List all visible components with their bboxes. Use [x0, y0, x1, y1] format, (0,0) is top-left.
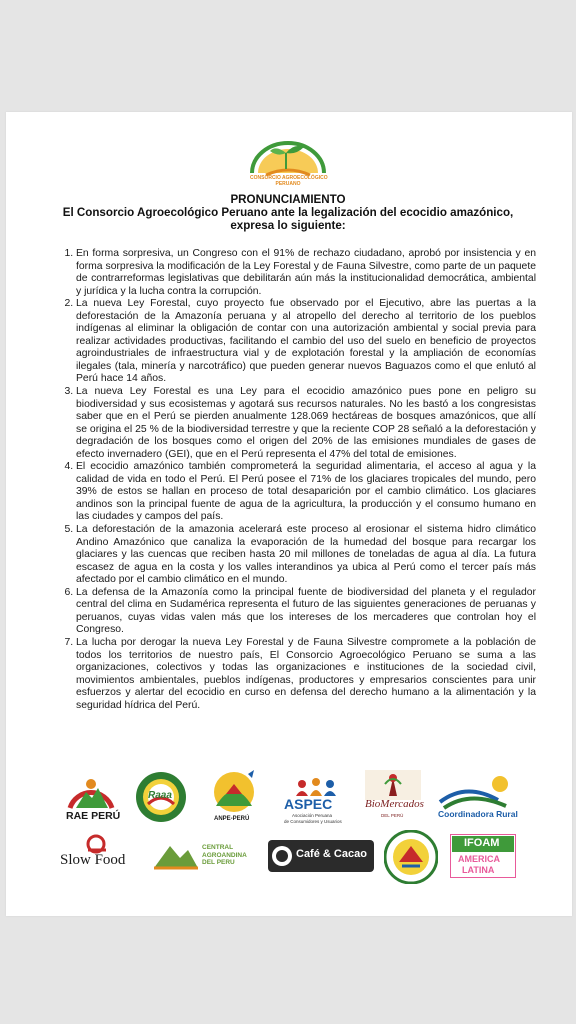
coordinadora-rural-label: Coordinadora Rural [438, 809, 518, 819]
anpe-peru-logo [204, 766, 264, 828]
slow-food-logo [58, 832, 144, 876]
point-item: 7. La lucha por derogar la nueva Ley Forestal y de Fauna Silvestre compromete a la población de todos los territorios de nuestro país, El Consorcio Agroecológico Peruano se suma a las organizaciones, colectivos y todas las organizaciones e instituciones de la sociedad civil, movimientos ambientales, pueblos indígenas, productores y empresarios conscientes para unir esfuerzos y alertar del ecocidio en curso en defensa del derecho humano a la alimentación y la seguridad hídrica del Perú. [76, 637, 536, 712]
biomercados-logo [363, 770, 423, 826]
document-heading [36, 193, 540, 233]
point-item: 4. El ecocidio amazónico también comprometerá la seguridad alimentaria, el acceso al agua y la calidad de vida en todo el Perú. El Perú posee el 71% de los glaciares tropicales del mundo, pero 39% de estos se hallan en proceso de total desaparición por el cambio climático. Los glaciares andinos son la principal fuente de agua de la agricultura, la producción y el consumo humano en las ciudades y campos del país. [76, 461, 536, 524]
aspec-label: ASPEC [284, 796, 333, 812]
raaa-label: Raaa [148, 790, 172, 801]
logo-main-text-1: CONSORCIO AGROECOLÓGICO [250, 175, 328, 181]
consorcio-agroecologico-logo [246, 135, 330, 189]
central-line-2: AGROANDINA [202, 851, 247, 859]
biomercados-sub: DEL PERÚ [381, 813, 404, 818]
ifoam-label: IFOAM [464, 837, 500, 849]
coordinadora-rural-logo [436, 772, 518, 824]
aspec-sub-1: Asociación Peruana [292, 813, 333, 818]
ifoam-latina-label: LATINA [462, 865, 495, 875]
point-item: 3. La nueva Ley Forestal es una Ley para el ecocidio amazónico pues pone en peligro su biodiversidad y sus ecosistemas y agotará sus recursos naturales. No les bastó a los congresistas saber que en el Perú se pierden anualmente 128.069 hectáreas de bosques amazónicos, que allí se origina el 25 % de la biodiversidad terrestre y que la reciente COP 28 señaló a la deforestación y degradación de los bosques como el origen del 20% de las emisiones mundiales de gases de efecto invernadero (GEI), que en el Perú representa el 47% del total de emisiones. [76, 386, 536, 461]
raaa-logo [134, 770, 188, 824]
point-item: 5. La deforestación de la amazonia acelerará este proceso al erosionar el sistema hidro climático Andino Amazónico que canaliza la evaporación de la humedad del bosque para recargar los glaciares y las cuencas que reciben hasta 20 mil millones de toneladas de agua al día. La futura escasez de agua en la costa y los valles interandinos ya ubica al Perú como el tercer país más afectado por el cambio climático en el mundo. [76, 524, 536, 587]
aspec-sub-2: de Consumidores y Usuarios [284, 819, 342, 824]
document-title: PRONUNCIAMIENTO [230, 193, 346, 206]
document-subtitle-line-1: El Consorcio Agroecológico Peruano ante la legalización del ecocidio amazónico, [62, 206, 514, 220]
anpe-peru-label: ANPE-PERÚ [214, 816, 250, 822]
point-item: 6. La defensa de la Amazonía como la principal fuente de biodiversidad del planeta y el regulador central del clima en Sudamérica representa el futuro de las siguientes generaciones de peruanas y peruanos, cuyas vidas valen más que los intereses de los mercaderes que controlan hoy el Congreso. [76, 587, 536, 637]
point-item: 2. La nueva Ley Forestal, cuyo proyecto fue observado por el Ejecutivo, abre las puertas a la deforestación de la Amazonía peruana y al atropello del derecho al territorio de los pueblos indígenas al eliminar la obligación de contar con una autorización ambiental y social previa para realizar actividades productivas, facilitando el cambio del uso del suelo en beneficio de proyectos agroindustriales de infraestructura vial y de explotación forestal y la ampliación de economías ilegales (tala, minería y narcotráfico) que pueden generar nuevos Baguazos como el que enlutó al Perú hace 14 años. [76, 298, 536, 386]
points-list [58, 248, 536, 712]
alianza-agroecologica-logo [384, 830, 438, 884]
ifoam-america-latina-logo [450, 834, 516, 878]
biomercados-label: BioMercados [365, 798, 424, 810]
ifoam-america-label: AMERICA [458, 854, 500, 864]
cafe-cacao-label: Café & Cacao [296, 848, 367, 860]
slow-food-label: Slow Food [60, 852, 126, 868]
rae-peru-logo [62, 770, 120, 826]
point-item: 1. En forma sorpresiva, un Congreso con el 91% de rechazo ciudadano, aprobó por insistencia y en forma sorpresiva la modificación de la Ley Forestal y de Fauna Silvestre, como parte de un paquete de contrarreformas legislativas que debilitarán aún más la institucionalidad democrática, ambiental y jurídica y la lucha contra la corrupción. [76, 248, 536, 298]
rae-peru-label: RAE PERÚ [66, 810, 121, 822]
central-agroandina-logo [152, 838, 262, 878]
cafe-cacao-logo [268, 840, 374, 872]
central-line-3: DEL PERU [202, 859, 235, 866]
central-line-1: CENTRAL [202, 844, 234, 851]
aspec-logo [280, 776, 352, 826]
logo-main-text-2: PERUANO [275, 181, 301, 187]
document-subtitle-line-2: expresa lo siguiente: [230, 219, 346, 233]
